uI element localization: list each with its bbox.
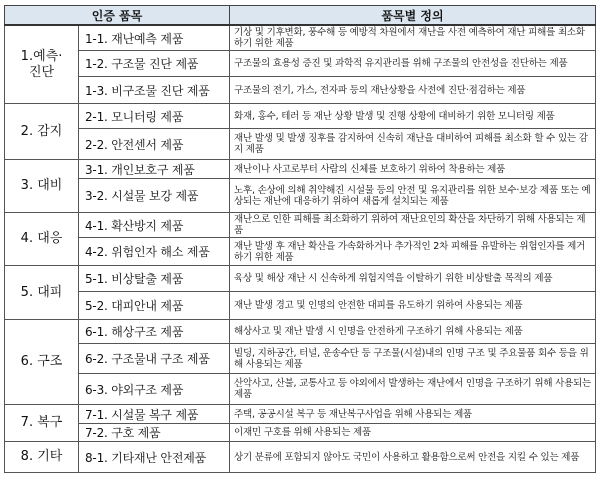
table-row bbox=[5, 266, 596, 292]
item-definition: 상기 분류에 포함되지 않아도 국민이 사용하고 활용함으로써 안전을 지킬 수 있는 제품 bbox=[230, 442, 596, 473]
item-cell bbox=[79, 160, 230, 179]
item-code: 5-1. bbox=[85, 272, 108, 286]
table-row bbox=[5, 25, 596, 51]
item-definition: 빌딩, 지하공간, 터널, 운송수단 등 구조물(시설)내의 인명 구조 및 주요물품 회수 등을 위해 사용되는 제품 bbox=[230, 344, 596, 374]
item-code: 7-1. bbox=[85, 407, 108, 422]
header-certification-items: 인증 품목 bbox=[5, 6, 230, 26]
item-name: 비구조물 진단 제품 bbox=[111, 83, 210, 98]
item-definition: 구조물의 효용성 증진 및 과학적 유지관리를 위해 구조물의 안전성을 진단하는 제품 bbox=[230, 51, 596, 77]
item-cell bbox=[79, 238, 230, 266]
item-name: 위험인자 해소 제품 bbox=[111, 245, 210, 259]
item-definition: 주택, 공공시설 복구 등 재난복구사업을 위해 사용되는 제품 bbox=[230, 405, 596, 424]
item-code: 5-2. bbox=[85, 299, 108, 313]
item-name: 개인보호구 제품 bbox=[111, 162, 195, 177]
table-row bbox=[5, 77, 596, 104]
item-cell bbox=[79, 179, 230, 213]
item-name: 확산방지 제품 bbox=[111, 218, 184, 233]
table-row bbox=[5, 213, 596, 238]
item-name: 재난예측 제품 bbox=[111, 31, 184, 46]
table-body bbox=[5, 25, 596, 473]
item-code: 7-2. bbox=[85, 426, 108, 440]
item-code: 3-1. bbox=[85, 162, 108, 177]
item-name: 시설물 보강 제품 bbox=[111, 189, 199, 203]
item-cell bbox=[79, 51, 230, 77]
table-row bbox=[5, 424, 596, 442]
item-name: 야외구조 제품 bbox=[111, 382, 184, 397]
item-code: 4-1. bbox=[85, 218, 108, 233]
item-definition: 해상사고 및 재난 발생 시 인명을 안전하게 구조하기 위해 사용되는 제품 bbox=[230, 320, 596, 344]
item-definition: 구조물의 전기, 가스, 전자파 등의 재난상황을 사전에 진단·점검하는 제품 bbox=[230, 77, 596, 104]
item-definition: 노후, 손상에 의해 취약해진 시설물 등의 안전 및 유지관리를 위한 보수·보강 제품 또는 예상되는 재난에 대응하기 위하여 새롭게 설치되는 제품 bbox=[230, 179, 596, 213]
table-row bbox=[5, 344, 596, 374]
table-row bbox=[5, 51, 596, 77]
table-row bbox=[5, 129, 596, 160]
item-code: 6-2. bbox=[85, 352, 108, 366]
item-cell bbox=[79, 424, 230, 442]
item-cell bbox=[79, 213, 230, 238]
item-definition: 재난으로 인한 피해를 최소화하기 위하여 재난요인의 확산을 차단하기 위해 사용되는 제품 bbox=[230, 213, 596, 238]
table-row bbox=[5, 104, 596, 129]
table-row bbox=[5, 374, 596, 405]
item-definition: 재난 발생 후 재난 확산을 가속화하거나 추가적인 2차 피해를 유발하는 위험인자를 제거하기 위한 제품 bbox=[230, 238, 596, 266]
item-definition: 재난이나 사고로부터 사람의 신체를 보호하기 위하여 착용하는 제품 bbox=[230, 160, 596, 179]
item-code: 8-1. bbox=[85, 450, 108, 465]
item-definition: 화재, 홍수, 테러 등 재난 상황 발생 및 진행 상황에 대비하기 위한 모니터링 제품 bbox=[230, 104, 596, 129]
item-cell bbox=[79, 344, 230, 374]
item-definition: 육상 및 해상 재난 시 신속하게 위험지역을 이탈하기 위한 비상탈출 목적의 제품 bbox=[230, 266, 596, 292]
item-cell bbox=[79, 405, 230, 424]
item-cell bbox=[79, 77, 230, 104]
certification-table-container bbox=[4, 5, 595, 473]
table-row bbox=[5, 238, 596, 266]
item-cell bbox=[79, 266, 230, 292]
certification-items-table bbox=[4, 5, 596, 473]
table-row bbox=[5, 320, 596, 344]
category-cell: 1.예측· 진단 bbox=[5, 25, 79, 104]
category-cell: 4. 대응 bbox=[5, 213, 79, 266]
table-row bbox=[5, 442, 596, 473]
item-definition: 이재민 구호를 위해 사용되는 제품 bbox=[230, 424, 596, 442]
item-code: 1-1. bbox=[85, 31, 108, 46]
item-cell bbox=[79, 104, 230, 129]
item-code: 6-1. bbox=[85, 325, 108, 339]
category-cell: 6. 구조 bbox=[5, 320, 79, 405]
item-name: 구조물 진단 제품 bbox=[111, 57, 199, 71]
item-definition: 기상 및 기후변화, 풍수해 등 예방적 차원에서 재난을 사전 예측하여 재난 피해를 최소화하기 위한 제품 bbox=[230, 25, 596, 51]
item-definition: 재난 발생 경고 및 인명의 안전한 대피를 유도하기 위하여 사용되는 제품 bbox=[230, 292, 596, 320]
header-item-definition: 품목별 정의 bbox=[230, 6, 596, 26]
item-code: 2-2. bbox=[85, 137, 108, 152]
item-code: 3-2. bbox=[85, 189, 108, 203]
item-definition: 재난 발생 및 발생 징후를 감지하여 신속히 재난을 대비하여 피해를 최소화 할 수 있는 감지 제품 bbox=[230, 129, 596, 160]
item-definition: 산악사고, 산불, 교통사고 등 야외에서 발생하는 재난에서 인명을 구조하기 위해 사용되는 제품 bbox=[230, 374, 596, 405]
item-name: 안전센서 제품 bbox=[111, 137, 184, 152]
table-header-row bbox=[5, 6, 596, 26]
item-code: 4-2. bbox=[85, 245, 108, 259]
item-name: 구호 제품 bbox=[111, 426, 161, 440]
category-cell: 2. 감지 bbox=[5, 104, 79, 160]
category-cell: 3. 대비 bbox=[5, 160, 79, 213]
item-name: 구조물내 구조 제품 bbox=[111, 352, 210, 366]
item-cell bbox=[79, 292, 230, 320]
table-row bbox=[5, 160, 596, 179]
item-code: 2-1. bbox=[85, 109, 108, 124]
item-cell bbox=[79, 374, 230, 405]
item-code: 1-2. bbox=[85, 57, 108, 71]
category-cell: 8. 기타 bbox=[5, 442, 79, 473]
item-cell bbox=[79, 442, 230, 473]
item-code: 1-3. bbox=[85, 83, 108, 98]
item-name: 기타재난 안전제품 bbox=[111, 450, 207, 465]
item-name: 비상탈출 제품 bbox=[111, 272, 184, 286]
table-row bbox=[5, 405, 596, 424]
item-name: 대피안내 제품 bbox=[111, 299, 184, 313]
category-cell: 5. 대피 bbox=[5, 266, 79, 320]
item-code: 6-3. bbox=[85, 382, 108, 397]
item-name: 모니터링 제품 bbox=[111, 109, 184, 124]
table-row bbox=[5, 292, 596, 320]
item-cell bbox=[79, 129, 230, 160]
item-name: 해상구조 제품 bbox=[111, 325, 184, 339]
category-cell: 7. 복구 bbox=[5, 405, 79, 442]
item-name: 시설물 복구 제품 bbox=[111, 407, 199, 422]
table-row bbox=[5, 179, 596, 213]
item-cell bbox=[79, 25, 230, 51]
item-cell bbox=[79, 320, 230, 344]
